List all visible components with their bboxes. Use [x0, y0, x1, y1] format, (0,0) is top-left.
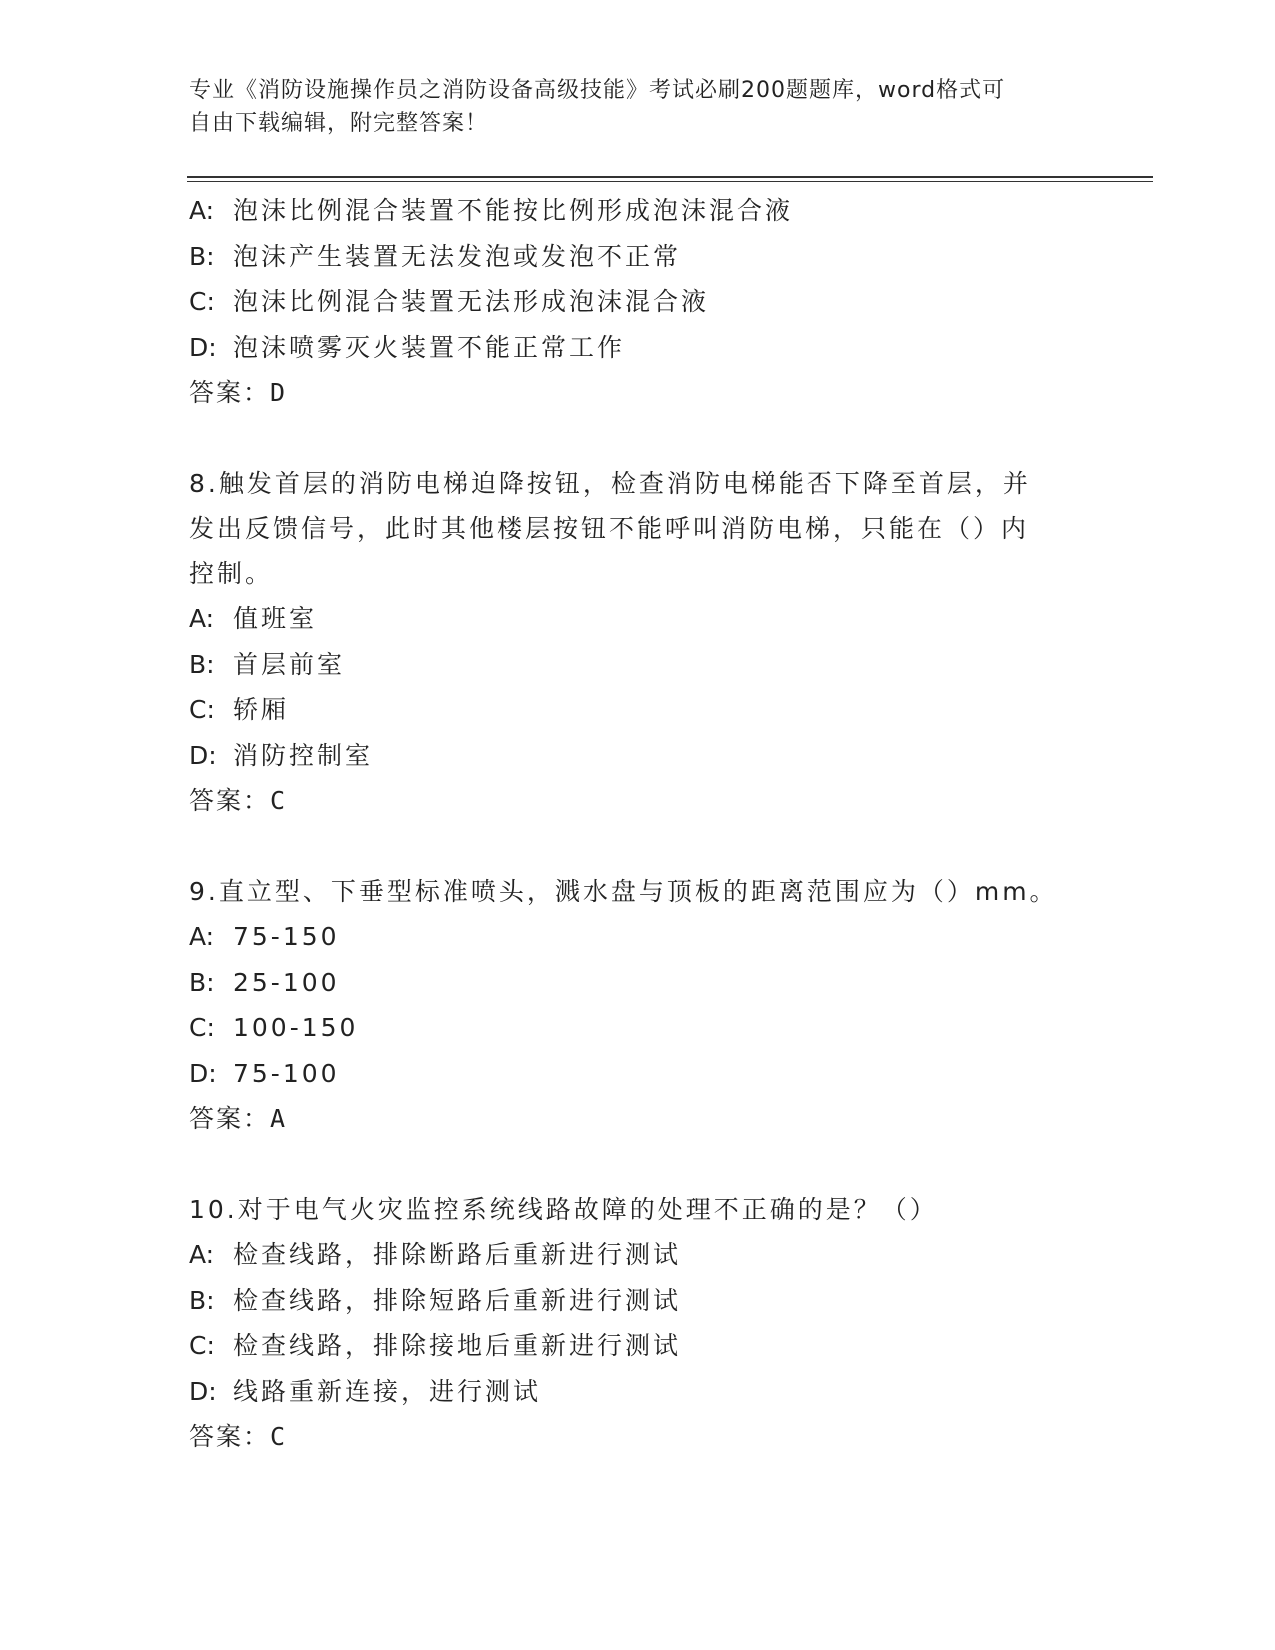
answer-line: 答案：A [189, 1104, 288, 1133]
spacer [189, 1142, 1089, 1187]
question-text-line: 8.触发首层的消防电梯迫降按钮，检查消防电梯能否下降至首层，并 [189, 469, 1031, 498]
option-b: B: 检查线路，排除短路后重新进行测试 [189, 1285, 682, 1315]
answer-line: 答案：C [189, 1422, 288, 1451]
option-d: D: 75-100 [189, 1058, 340, 1088]
option-b: B: 首层前室 [189, 649, 346, 679]
option-a: A: 检查线路，排除断路后重新进行测试 [189, 1240, 682, 1269]
answer-line: 答案：C [189, 786, 288, 815]
option-d: D: 泡沫喷雾灭火装置不能正常工作 [189, 332, 626, 362]
option-d: D: 线路重新连接，进行测试 [189, 1376, 542, 1406]
header-line-1: 专业《消防设施操作员之消防设备高级技能》考试必刷200题题库，word格式可 [189, 78, 1006, 103]
option-c: C: 100-150 [189, 1013, 359, 1042]
header-line-2: 自由下载编辑，附完整答案！ [189, 111, 489, 136]
option-c: C: 检查线路，排除接地后重新进行测试 [189, 1331, 682, 1360]
answer-line: 答案：D [189, 378, 288, 407]
question-text-line: 9.直立型、下垂型标准喷头，溅水盘与顶板的距离范围应为（）mm。 [189, 877, 1058, 906]
option-b: B: 泡沫产生装置无法发泡或发泡不正常 [189, 241, 682, 271]
spacer [189, 824, 1089, 869]
option-c: C: 轿厢 [189, 695, 290, 724]
option-a: A: 泡沫比例混合装置不能按比例形成泡沫混合液 [189, 196, 794, 225]
question-text-line: 控制。 [189, 559, 274, 588]
question-text-line: 10.对于电气火灾监控系统线路故障的处理不正确的是？（） [189, 1195, 938, 1224]
question-block-7 [189, 188, 1089, 416]
spacer [189, 416, 1089, 461]
answer-value: D [270, 378, 288, 407]
question-text-line: 发出反馈信号，此时其他楼层按钮不能呼叫消防电梯，只能在（）内 [189, 514, 1030, 543]
question-block-8 [189, 461, 1089, 824]
answer-value: C [270, 1422, 288, 1451]
answer-value: A [270, 1104, 288, 1133]
answer-value: C [270, 786, 288, 815]
question-list [189, 188, 1089, 1460]
header-divider-thick [187, 176, 1153, 178]
option-d: D: 消防控制室 [189, 740, 374, 770]
option-c: C: 泡沫比例混合装置无法形成泡沫混合液 [189, 287, 710, 316]
option-b: B: 25-100 [189, 967, 340, 997]
question-block-10 [189, 1187, 1089, 1460]
option-a: A: 值班室 [189, 604, 318, 633]
document-header [189, 74, 1089, 140]
header-divider-thin [187, 181, 1153, 182]
question-block-9 [189, 869, 1089, 1142]
option-a: A: 75-150 [189, 922, 340, 951]
